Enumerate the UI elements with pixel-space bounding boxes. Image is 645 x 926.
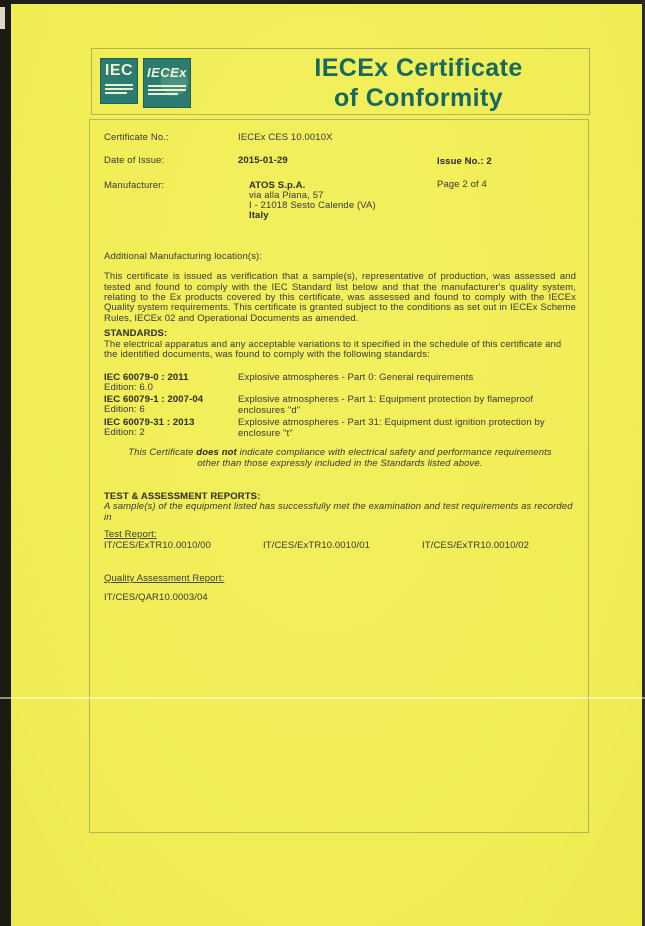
standard-row (104, 395, 576, 416)
standards-table (104, 373, 576, 439)
date-of-issue-row (104, 156, 576, 166)
page-title (252, 53, 585, 113)
standard-code-block (104, 395, 238, 416)
test-reports-heading: TEST & ASSESSMENT REPORTS: (104, 490, 261, 502)
standard-edition: Edition: 2 (104, 427, 145, 439)
date-of-issue-value: 2015-01-29 (238, 155, 288, 167)
compliance-disclaimer (104, 448, 576, 469)
scan-edge-top (0, 0, 645, 4)
manufacturer-address-block (238, 181, 376, 221)
iec-logo-text: IEC (104, 62, 134, 79)
disclaimer-prefix: This Certificate (128, 447, 197, 459)
iec-logo-bars (101, 79, 137, 94)
standard-row (104, 373, 576, 393)
manufacturer-row (104, 181, 576, 221)
test-report-number: IT/CES/ExTR10.0010/00 (104, 539, 212, 551)
standard-code-block (104, 418, 238, 439)
standard-description: Explosive atmospheres - Part 31: Equipment dust ignition protection by enclosure "t" (238, 417, 545, 439)
manufacturer-country: Italy (249, 209, 269, 221)
iec-logo-icon (100, 58, 138, 104)
standard-edition: Edition: 6.0 (104, 382, 153, 394)
quality-assessment-report-number: IT/CES/QAR10.0003/04 (104, 592, 208, 604)
standard-code: IEC 60079-31 : 2013 (104, 417, 195, 429)
scan-edge-left (0, 0, 11, 926)
test-report-number: IT/CES/ExTR10.0010/01 (263, 539, 371, 551)
certificate-number-value: IECEx CES 10.0010X (238, 132, 333, 143)
test-report-number: IT/CES/ExTR10.0010/02 (422, 539, 530, 551)
iecex-logo-icon (143, 58, 191, 108)
page-number: Page 2 of 4 (437, 179, 487, 191)
certificate-header (91, 48, 590, 115)
iecex-logo-bars (144, 80, 190, 95)
paper-fold-line (0, 697, 645, 699)
verification-paragraph: This certificate is issued as verification that a sample(s), representative of production, was assessed and tested and found to comply with the IEC Standard list below and that the manufacturer's quality system, relating to the Ex products covered by this certificate, was assessed and found to comply with the IECEx Quality system requirements. This certificate is granted subject to the conditions as set out in IECEx Scheme Rules, IECEx 02 and Operational Documents as amended. (104, 271, 576, 324)
standard-description: Explosive atmospheres - Part 0: General requirements (238, 372, 474, 384)
standards-heading: STANDARDS: (104, 328, 168, 340)
additional-locations-label: Additional Manufacturing location(s): (104, 250, 263, 262)
standard-description: Explosive atmospheres - Part 1: Equipment protection by flameproof enclosures "d" (238, 394, 534, 416)
standards-intro: The electrical apparatus and any acceptable variations to it specified in the schedule of this certificate and the identified documents, was found to comply with the following standards: (104, 338, 562, 361)
standard-row (104, 418, 576, 439)
manufacturer-address-line2: I - 21018 Sesto Calende (VA) (249, 199, 376, 211)
standard-code-block (104, 373, 238, 393)
standard-code: IEC 60079-0 : 2011 (104, 372, 189, 384)
standard-edition: Edition: 6 (104, 404, 145, 416)
certificate-number-row (104, 133, 576, 143)
iecex-logo-text: IECEx (146, 65, 188, 80)
page-title-line1: IECEx Certificate (314, 54, 523, 82)
manufacturer-label: Manufacturer: (104, 179, 165, 191)
scan-corner-artifact (0, 7, 5, 29)
date-of-issue-label: Date of Issue: (104, 155, 165, 167)
logo-group (100, 58, 191, 108)
test-report-numbers (104, 541, 576, 551)
test-reports-intro: A sample(s) of the equipment listed has successfully met the examination and test requirements as recorded in (104, 501, 573, 523)
test-report-label: Test Report: (104, 529, 157, 541)
manufacturer-name: ATOS S.p.A. (249, 179, 306, 191)
quality-assessment-report-label: Quality Assessment Report: (104, 572, 225, 584)
standard-code: IEC 60079-1 : 2007-04 (104, 394, 204, 406)
disclaimer-suffix: indicate compliance with electrical safety and performance requirements other than those expressly included in the Standards listed above. (197, 447, 552, 469)
issue-number: Issue No.: 2 (437, 156, 492, 167)
page-title-line2: of Conformity (333, 84, 504, 112)
manufacturer-address-line1: via alla Piana, 57 (249, 189, 324, 201)
certificate-body (89, 119, 589, 833)
certificate-number-label: Certificate No.: (104, 132, 169, 143)
issue-info-block (437, 157, 492, 191)
disclaimer-does-not: does not (196, 447, 237, 459)
